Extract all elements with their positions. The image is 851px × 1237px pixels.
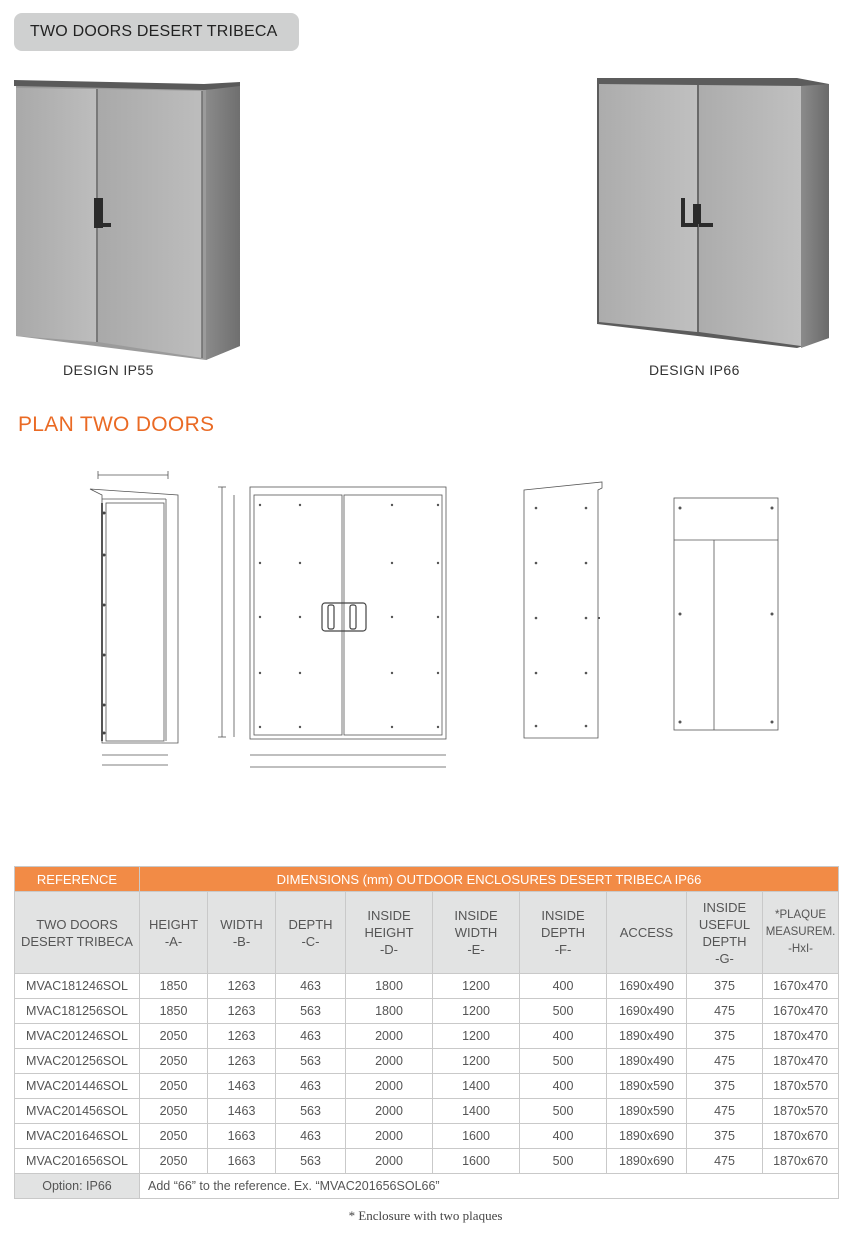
- value-cell: 375: [687, 1024, 763, 1049]
- plan-front-view-drawing: [210, 475, 460, 775]
- column-header: ACCESS: [607, 892, 687, 974]
- column-header: INSIDE USEFUL DEPTH -G-: [687, 892, 763, 974]
- value-cell: 563: [276, 1099, 346, 1124]
- value-cell: 1200: [433, 999, 520, 1024]
- value-cell: 1800: [346, 999, 433, 1024]
- value-cell: 463: [276, 1074, 346, 1099]
- value-cell: 1690x490: [607, 999, 687, 1024]
- value-cell: 2050: [140, 1124, 208, 1149]
- column-header: DEPTH -C-: [276, 892, 346, 974]
- cabinet-ip55-image: [14, 78, 244, 363]
- value-cell: 1890x690: [607, 1124, 687, 1149]
- value-cell: 500: [520, 1149, 607, 1174]
- column-header: WIDTH -B-: [208, 892, 276, 974]
- value-cell: 1663: [208, 1149, 276, 1174]
- value-cell: 1890x490: [607, 1049, 687, 1074]
- column-header: *PLAQUE MEASUREM. -HxI-: [763, 892, 839, 974]
- value-cell: 400: [520, 1124, 607, 1149]
- value-cell: 1400: [433, 1074, 520, 1099]
- value-cell: 563: [276, 1049, 346, 1074]
- plan-mounting-plate-drawing: [668, 492, 788, 737]
- design-ip66-caption: DESIGN IP66: [649, 362, 740, 378]
- value-cell: 400: [520, 1074, 607, 1099]
- value-cell: 375: [687, 1124, 763, 1149]
- reference-cell: MVAC201646SOL: [15, 1124, 140, 1149]
- value-cell: 1870x670: [763, 1124, 839, 1149]
- option-label: Option: IP66: [15, 1174, 140, 1199]
- value-cell: 1463: [208, 1099, 276, 1124]
- column-header: TWO DOORS DESERT TRIBECA: [15, 892, 140, 974]
- value-cell: 2000: [346, 1074, 433, 1099]
- value-cell: 500: [520, 1049, 607, 1074]
- value-cell: 1870x470: [763, 1024, 839, 1049]
- plan-rear-view-drawing: [518, 478, 613, 748]
- value-cell: 1200: [433, 1049, 520, 1074]
- value-cell: 2000: [346, 1099, 433, 1124]
- cabinet-ip66-image: [597, 76, 832, 351]
- value-cell: 2000: [346, 1024, 433, 1049]
- value-cell: 375: [687, 1074, 763, 1099]
- plan-section-title: PLAN TWO DOORS: [18, 413, 215, 436]
- reference-cell: MVAC201446SOL: [15, 1074, 140, 1099]
- value-cell: 2050: [140, 1099, 208, 1124]
- value-cell: 475: [687, 999, 763, 1024]
- reference-cell: MVAC201256SOL: [15, 1049, 140, 1074]
- value-cell: 1890x690: [607, 1149, 687, 1174]
- value-cell: 2000: [346, 1124, 433, 1149]
- value-cell: 1400: [433, 1099, 520, 1124]
- value-cell: 1870x470: [763, 1049, 839, 1074]
- table-row: [15, 1149, 839, 1174]
- value-cell: 1800: [346, 974, 433, 999]
- value-cell: 1850: [140, 974, 208, 999]
- value-cell: 375: [687, 974, 763, 999]
- value-cell: 563: [276, 999, 346, 1024]
- plan-side-view-drawing: [86, 465, 186, 775]
- reference-cell: MVAC201246SOL: [15, 1024, 140, 1049]
- table-row: [15, 1099, 839, 1124]
- column-header: HEIGHT -A-: [140, 892, 208, 974]
- value-cell: 463: [276, 974, 346, 999]
- value-cell: 500: [520, 999, 607, 1024]
- value-cell: 2050: [140, 1149, 208, 1174]
- value-cell: 2000: [346, 1149, 433, 1174]
- value-cell: 1890x590: [607, 1074, 687, 1099]
- value-cell: 1670x470: [763, 999, 839, 1024]
- reference-cell: MVAC181246SOL: [15, 974, 140, 999]
- value-cell: 1890x490: [607, 1024, 687, 1049]
- table-row: [15, 1049, 839, 1074]
- column-header: INSIDE DEPTH -F-: [520, 892, 607, 974]
- value-cell: 463: [276, 1124, 346, 1149]
- column-header: INSIDE WIDTH -E-: [433, 892, 520, 974]
- value-cell: 1870x570: [763, 1099, 839, 1124]
- option-note: Add “66” to the reference. Ex. “MVAC201656SOL66”: [140, 1174, 839, 1199]
- value-cell: 2050: [140, 1024, 208, 1049]
- value-cell: 1870x570: [763, 1074, 839, 1099]
- dimensions-header: DIMENSIONS (mm) OUTDOOR ENCLOSURES DESERT TRIBECA IP66: [140, 867, 839, 892]
- table-row: [15, 1024, 839, 1049]
- design-ip55-caption: DESIGN IP55: [63, 362, 154, 378]
- reference-cell: MVAC201456SOL: [15, 1099, 140, 1124]
- plaque-footnote: * Enclosure with two plaques: [348, 1208, 503, 1223]
- value-cell: 1690x490: [607, 974, 687, 999]
- value-cell: 1200: [433, 974, 520, 999]
- table-row: [15, 999, 839, 1024]
- reference-cell: MVAC201656SOL: [15, 1149, 140, 1174]
- value-cell: 1850: [140, 999, 208, 1024]
- value-cell: 500: [520, 1099, 607, 1124]
- value-cell: 1263: [208, 1024, 276, 1049]
- value-cell: 400: [520, 1024, 607, 1049]
- page-title: TWO DOORS DESERT TRIBECA: [14, 13, 299, 51]
- value-cell: 400: [520, 974, 607, 999]
- value-cell: 1663: [208, 1124, 276, 1149]
- dimensions-table: [14, 866, 839, 1199]
- value-cell: 1600: [433, 1149, 520, 1174]
- value-cell: 1670x470: [763, 974, 839, 999]
- table-row: [15, 1124, 839, 1149]
- value-cell: 563: [276, 1149, 346, 1174]
- value-cell: 1200: [433, 1024, 520, 1049]
- value-cell: 2050: [140, 1049, 208, 1074]
- value-cell: 475: [687, 1149, 763, 1174]
- value-cell: 2000: [346, 1049, 433, 1074]
- value-cell: 1263: [208, 974, 276, 999]
- value-cell: 1600: [433, 1124, 520, 1149]
- value-cell: 1263: [208, 999, 276, 1024]
- value-cell: 1870x670: [763, 1149, 839, 1174]
- value-cell: 1463: [208, 1074, 276, 1099]
- table-row: [15, 1074, 839, 1099]
- value-cell: 463: [276, 1024, 346, 1049]
- table-row: [15, 974, 839, 999]
- reference-header: REFERENCE: [15, 867, 140, 892]
- value-cell: 2050: [140, 1074, 208, 1099]
- value-cell: 475: [687, 1099, 763, 1124]
- value-cell: 475: [687, 1049, 763, 1074]
- column-header: INSIDE HEIGHT -D-: [346, 892, 433, 974]
- value-cell: 1263: [208, 1049, 276, 1074]
- reference-cell: MVAC181256SOL: [15, 999, 140, 1024]
- value-cell: 1890x590: [607, 1099, 687, 1124]
